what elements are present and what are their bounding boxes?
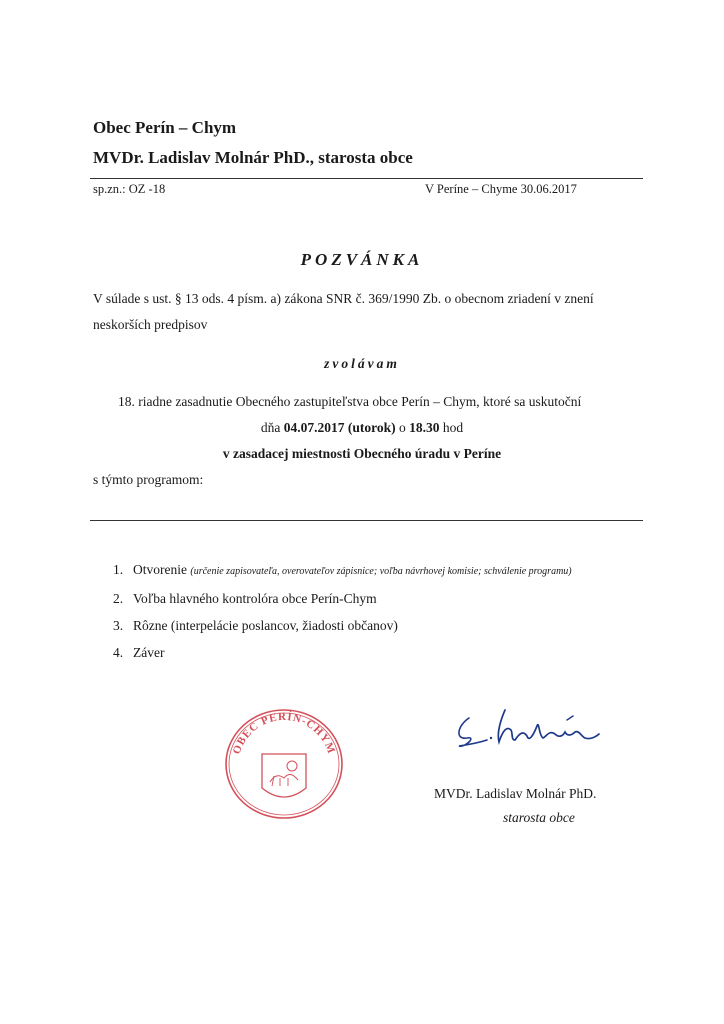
mayor-line: MVDr. Ladislav Molnár PhD., starosta obce: [93, 148, 413, 167]
meeting-date-time: [0, 420, 724, 436]
intro-line-1: V súlade s ust. § 13 ods. 4 písm. a) zákona SNR č. 369/1990 Zb. o obecnom zriadení v znení: [93, 291, 594, 306]
document-title: POZVÁNKA: [300, 250, 424, 269]
official-stamp: [222, 706, 346, 820]
place-date: V Períne – Chyme 30.06.2017: [425, 182, 577, 196]
agenda-text: Voľba hlavného kontrolóra obce Perín-Chym: [133, 591, 377, 606]
agenda-text: Otvorenie: [133, 562, 187, 577]
agenda-item: [113, 589, 633, 608]
header-divider: [90, 178, 643, 179]
meeting-line-1: 18. riadne zasadnutie Obecného zastupiteľstva obce Perín – Chym, ktoré sa uskutoční: [118, 394, 582, 409]
meeting-date: 04.07.2017 (utorok): [283, 420, 396, 435]
reference-number: sp.zn.: OZ -18: [93, 182, 166, 196]
agenda-item: [113, 643, 633, 662]
organization-name: Obec Perín – Chym: [93, 118, 237, 137]
handwritten-signature: [447, 696, 607, 756]
program-intro: s týmto programom:: [93, 472, 204, 487]
agenda-number: 2.: [113, 591, 124, 606]
stamp-text: OBEC PERÍN-CHYM: [230, 710, 338, 756]
svg-text:OBEC PERÍN-CHYM: [231, 711, 338, 756]
time-suffix: hod: [442, 420, 464, 435]
agenda-text: Rôzne (interpelácie poslancov, žiadosti občanov): [133, 618, 398, 633]
signatory-name: MVDr. Ladislav Molnár PhD.: [434, 786, 597, 801]
agenda-number: 3.: [113, 618, 124, 633]
agenda-item: [113, 616, 633, 635]
program-divider: [90, 520, 643, 521]
time-middle: o: [399, 420, 406, 435]
agenda-number: 1.: [113, 562, 124, 577]
agenda-note: (určenie zapisovateľa, overovateľov zápisnice; voľba návrhovej komisie; schválenie programu): [190, 566, 572, 577]
agenda-text: Záver: [133, 645, 165, 660]
convene-word: zvolávam: [324, 356, 400, 371]
agenda-number: 4.: [113, 645, 124, 660]
agenda-list: [113, 560, 633, 670]
meeting-location: v zasadacej miestnosti Obecného úradu v Períne: [222, 446, 502, 461]
intro-line-2: neskorších predpisov: [93, 317, 208, 332]
meeting-time: 18.30: [409, 420, 440, 435]
date-prefix: dňa: [260, 420, 281, 435]
signatory-role: starosta obce: [503, 810, 575, 825]
agenda-item: [113, 560, 633, 581]
